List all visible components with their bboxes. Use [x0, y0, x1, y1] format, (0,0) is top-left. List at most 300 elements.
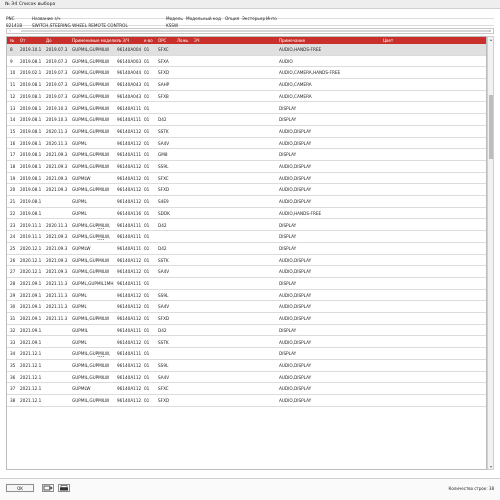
cell-models: GUPMIL,GUPMILW [72, 128, 110, 134]
cell-no: 18 [10, 164, 16, 169]
col-header-note[interactable]: Примечание [279, 38, 306, 43]
cell-note: DISPLAY [279, 234, 297, 240]
cell-models: GUPML [72, 140, 87, 146]
cell-from: 2020.12.1 [20, 245, 42, 251]
cell-to: 2019.07.3 [46, 82, 68, 88]
cell-to: 2021.11.3 [46, 281, 68, 286]
cell-opc: SS9L [158, 164, 169, 169]
cell-no: 27 [10, 269, 16, 275]
cell-qty: 01 [144, 327, 150, 333]
table-row[interactable] [7, 220, 486, 232]
table-row[interactable] [7, 372, 486, 384]
col-header-ext[interactable]: Ложь [177, 38, 189, 43]
scroll-up-icon[interactable]: ▴ [489, 37, 492, 42]
cell-from: 2021.12.1 [20, 374, 42, 380]
table-row[interactable] [7, 337, 486, 349]
cell-models: GUPMIL,GUPMILW [72, 187, 110, 193]
cell-no: 33 [10, 339, 16, 345]
cell-qty: 01 [144, 93, 150, 99]
cell-from: 2020.12.1 [20, 257, 42, 263]
cell-opc: SFXD [158, 70, 170, 76]
cell-part-no: 96140A111 [117, 222, 142, 228]
cell-note: DISPLAY [279, 222, 297, 228]
export-icon [43, 485, 53, 491]
cell-qty: 01 [144, 222, 150, 228]
cell-part-no: 96140A111 [117, 117, 142, 123]
cell-no: 9 [10, 58, 13, 64]
pnc-labels-row [6, 13, 494, 19]
table-row[interactable] [7, 103, 486, 115]
cell-models: GUPMIL,GUPMILW [72, 257, 110, 263]
cell-no: 15 [10, 128, 16, 134]
cell-note: AUDIO,DISPLAY [279, 128, 312, 134]
cell-opc: SA4V [158, 304, 170, 310]
cell-no: 23 [10, 222, 16, 228]
col-header-color[interactable]: Цвет [383, 38, 394, 43]
cell-no: 19 [10, 175, 16, 181]
cell-qty: 01 [144, 316, 150, 322]
table-row[interactable] [7, 114, 486, 126]
cell-note: AUDIO,DISPLAY [279, 374, 312, 380]
table-row[interactable] [7, 383, 486, 395]
cell-part-no: 96140A112 [117, 140, 142, 146]
cell-note: AUDIO,DISPLAY [279, 292, 312, 298]
bottom-bar [0, 478, 500, 500]
cell-models: GUPML,GUPMIL1MH [72, 281, 114, 286]
cell-qty: 01 [144, 199, 150, 205]
scroll-down-icon[interactable]: ▾ [489, 464, 492, 469]
cell-note: AUDIO,HANDS-FREE [279, 47, 322, 52]
cell-no: 8 [10, 47, 13, 52]
cell-from: 2019.08.1 [20, 117, 42, 123]
cell-note: AUDIO,CAMERA,HANDS-FREE [279, 70, 341, 76]
parts-table [6, 36, 487, 470]
cell-models: GUPMIL,GUPMILW [72, 152, 110, 158]
cell-part-no: 96140A111 [117, 281, 142, 286]
cell-to: 2021.09.3 [46, 245, 68, 251]
cell-note: DISPLAY [279, 117, 297, 123]
cell-qty: 01 [144, 398, 150, 403]
cell-opc: SA4V [158, 374, 170, 380]
cell-models: GUPMIL,GUPMILW [72, 362, 110, 368]
cell-from: 2021.09.1 [20, 327, 42, 333]
pnc-label-pnc: PNC [6, 16, 15, 21]
cell-no: 13 [10, 105, 16, 111]
table-row[interactable] [7, 301, 486, 313]
table-row[interactable] [7, 266, 486, 278]
cell-note: AUDIO,DISPLAY [279, 316, 312, 322]
cell-no: 37 [10, 386, 16, 392]
cell-part-no: 96140A112 [117, 128, 142, 134]
cell-no: 31 [10, 316, 16, 322]
cell-models: GUPMIL,GUPMILW [72, 70, 110, 76]
cell-opc: SA4V [158, 269, 170, 275]
cell-no: 20 [10, 187, 16, 193]
cell-opc: SA4V [158, 140, 170, 146]
cell-models: GUPML [72, 292, 87, 298]
cell-opc: SDDK [158, 210, 170, 216]
cell-models: GUPMIL,GUPMILW, [72, 234, 111, 240]
cell-note: DISPLAY [279, 281, 297, 286]
cell-from: 2019.08.1 [20, 164, 42, 169]
table-row[interactable] [7, 196, 486, 208]
cell-opc: SFXC [158, 47, 169, 52]
table-row[interactable] [7, 290, 486, 302]
cell-no: 34 [10, 351, 16, 357]
cell-models: GUPMIL,GUPMILW [72, 47, 110, 52]
cell-qty: 01 [144, 187, 150, 193]
cell-qty: 01 [144, 117, 150, 123]
cell-part-no: 96140A111 [117, 351, 142, 357]
cell-no: 17 [10, 152, 16, 158]
cell-no: 35 [10, 362, 16, 368]
table-row[interactable] [7, 138, 486, 150]
cell-part-no: 96140A003 [117, 58, 142, 64]
cell-to: 2019.07.3 [46, 58, 68, 64]
cell-part-no: 96140A112 [117, 292, 142, 298]
table-row[interactable] [7, 208, 486, 220]
pnc-label-part-name: Название з/ч [32, 16, 61, 21]
cell-note: DISPLAY [279, 327, 297, 333]
cell-to: 2021.09.3 [46, 187, 68, 193]
cell-qty: 01 [144, 105, 150, 111]
cell-models: GUPMIL,GUPMILW [72, 105, 110, 111]
cell-no: 25 [10, 245, 16, 251]
cell-part-no: 96140A111 [117, 327, 142, 333]
cell-from: 2021.09.1 [20, 316, 42, 322]
cell-part-no: 96140A112 [117, 362, 142, 368]
cell-from: 2021.12.1 [20, 351, 42, 357]
pnc-label-option: Опция [225, 16, 240, 21]
cell-note: AUDIO,CAMERA [279, 82, 312, 88]
cell-no: 24 [10, 234, 16, 240]
cell-to: 2021.09.3 [46, 152, 68, 158]
table-row[interactable] [7, 395, 486, 407]
cell-from: 2019.08.1 [20, 58, 42, 64]
scroll-left-icon[interactable]: ‹ [9, 28, 11, 33]
cell-to: 2021.11.3 [46, 304, 68, 310]
cell-note: AUDIO,DISPLAY [279, 199, 312, 205]
horizontal-scrollbar[interactable] [6, 28, 494, 34]
cell-qty: 01 [144, 245, 150, 251]
cell-models: GUPMIL,GUPMILW [72, 93, 110, 99]
cell-qty: 01 [144, 362, 150, 368]
cell-note: AUDIO,DISPLAY [279, 269, 312, 275]
table-row[interactable] [7, 325, 486, 337]
cell-note: DISPLAY [279, 105, 297, 111]
cell-from: 2021.12.1 [20, 362, 42, 368]
cell-note: AUDIO,DISPLAY [279, 175, 312, 181]
table-header [7, 37, 486, 44]
cell-from: 2019.08.1 [20, 152, 42, 158]
cell-no: 12 [10, 93, 16, 99]
cell-from: 2019.10.1 [20, 47, 42, 52]
cell-to: 2019.07.3 [46, 93, 68, 99]
cell-models: GUPMIL,GUPMILW [72, 58, 110, 64]
cell-models: GUPML [72, 199, 87, 205]
scroll-right-icon[interactable]: › [489, 28, 491, 33]
cell-note: AUDIO,DISPLAY [279, 257, 312, 263]
window-titlebar [0, 0, 500, 9]
cell-qty: 01 [144, 58, 150, 64]
cell-no: 36 [10, 374, 16, 380]
cell-qty: 01 [144, 128, 150, 134]
cell-from: 2021.09.1 [20, 339, 42, 345]
cell-opc: SFXC [158, 175, 169, 181]
pnc-values-row [6, 20, 494, 26]
cell-note: DISPLAY [279, 152, 297, 158]
cell-part-no: 96140A043 [117, 82, 142, 88]
cell-no: 11 [10, 82, 16, 88]
table-row[interactable] [7, 255, 486, 267]
cell-qty: 01 [144, 269, 150, 275]
cell-part-no: 96140A044 [117, 70, 142, 76]
cell-models: GUPMLW [72, 245, 91, 251]
cell-from: 2019.08.1 [20, 140, 42, 146]
table-row[interactable] [7, 278, 486, 290]
cell-opc: SSTK [158, 257, 169, 263]
cell-from: 2019.08.1 [20, 187, 42, 193]
cell-from: 2021.09.1 [20, 304, 42, 310]
cell-qty: 01 [144, 281, 150, 286]
cell-qty: 01 [144, 257, 150, 263]
cell-qty: 01 [144, 47, 150, 52]
cell-models: GUPMLW [72, 386, 91, 392]
col-header-part-no[interactable]: № З/Ч [117, 38, 130, 43]
cell-opc: SFXD [158, 316, 170, 322]
pnc-label-interior: Инто [266, 16, 277, 21]
pnc-header [6, 13, 494, 29]
pnc-label-model-code: Модельный код [186, 16, 221, 21]
cell-part-no: 96140A111 [117, 152, 142, 158]
cell-from: 2019.08.1 [20, 105, 42, 111]
pnc-label-model: Модель [166, 16, 183, 21]
table-row[interactable] [7, 360, 486, 372]
cell-opc: SSTK [158, 339, 169, 345]
cell-part-no: 96140A112 [117, 386, 142, 392]
cell-opc: SFXC [158, 386, 169, 392]
cell-part-no: 96140A116 [117, 210, 142, 216]
table-row[interactable] [7, 126, 486, 138]
cell-models: GUPMIL,GUPMILW [72, 316, 110, 322]
cell-opc: D42 [158, 222, 167, 228]
cell-no: 21 [10, 199, 16, 205]
cell-note: AUDIO,DISPLAY [279, 362, 312, 368]
cell-opc: SFXA [158, 58, 169, 64]
cell-from: 2019.08.1 [20, 175, 42, 181]
table-row[interactable] [7, 231, 486, 243]
cell-from: 2019.08.1 [20, 128, 42, 134]
pnc-value-code: 82141B [6, 23, 23, 28]
cell-to: 2021.11.3 [46, 316, 68, 322]
cell-qty: 01 [144, 374, 150, 380]
cell-no: 22 [10, 210, 16, 216]
cell-part-no: 96140A112 [117, 175, 142, 181]
cell-models: GUPML [72, 304, 87, 310]
cell-no: 32 [10, 327, 16, 333]
col-header-to[interactable]: До [46, 38, 52, 43]
cell-qty: 01 [144, 386, 150, 392]
more-indicator[interactable]: •••• [97, 238, 105, 243]
cell-opc: SS9L [158, 292, 169, 298]
cell-qty: 01 [144, 70, 150, 76]
cell-note: AUDIO,DISPLAY [279, 164, 312, 169]
cell-from: 2021.09.1 [20, 281, 42, 286]
cell-models: GUPMIL,GUPMILW, [72, 351, 111, 357]
table-row[interactable] [7, 91, 486, 103]
cell-part-no: 96140A112 [117, 199, 142, 205]
col-header-models[interactable]: Применимые модели [72, 38, 117, 43]
cell-note: AUDIO,DISPLAY [279, 140, 312, 146]
table-row[interactable] [7, 348, 486, 360]
cell-qty: 01 [144, 175, 150, 181]
cell-models: GUPMIL,GUPMILW [72, 117, 110, 123]
cell-qty: 01 [144, 164, 150, 169]
cell-from: 2021.12.1 [20, 398, 42, 403]
table-row[interactable] [7, 79, 486, 91]
cell-models: GUPMLW [72, 175, 91, 181]
cell-qty: 01 [144, 292, 150, 298]
pnc-label-exterior: Экстерьер [242, 16, 266, 21]
cell-opc: D42 [158, 245, 167, 251]
cell-models: GUPMIL,GUPMILW [72, 164, 110, 169]
cell-qty: 01 [144, 304, 150, 310]
cell-to: 2020.11.3 [46, 222, 68, 228]
more-indicator[interactable]: •••• [97, 355, 105, 360]
cell-from: 2019.11.1 [20, 234, 42, 240]
cell-part-no: 96140A111 [117, 234, 142, 240]
cell-opc: SAHP [158, 82, 170, 88]
cell-to: 2019.10.3 [46, 105, 68, 111]
cell-models: GUPMIL [72, 327, 89, 333]
cell-note: AUDIO,DISPLAY [279, 304, 312, 310]
cell-opc: SFXD [158, 187, 170, 193]
cell-from: 2021.12.1 [20, 386, 42, 392]
col-header-qty[interactable]: к-во [144, 38, 153, 43]
cell-models: GUPML [72, 339, 87, 345]
table-row[interactable] [7, 243, 486, 255]
cell-part-no: 96140A112 [117, 374, 142, 380]
cell-opc: SS9L [158, 362, 169, 368]
cell-models: GUPMIL,GUPMILW [72, 398, 110, 403]
cell-qty: 01 [144, 339, 150, 345]
cell-part-no: 96140A004 [117, 47, 142, 52]
cell-no: 10 [10, 70, 16, 76]
cell-from: 2020.12.1 [20, 269, 42, 275]
cell-qty: 01 [144, 351, 150, 357]
pnc-value-part-name: SWITCH,STEERING WHEEL REMOTE CONTROL [32, 23, 128, 28]
cell-to: 2021.11.3 [46, 292, 68, 298]
cell-part-no: 96140A112 [117, 304, 142, 310]
col-header-opc[interactable]: ОРС [158, 38, 167, 43]
cell-no: 30 [10, 304, 16, 310]
cell-opc: SFXB [158, 93, 169, 99]
cell-part-no: 96140A111 [117, 105, 142, 111]
cell-no: 29 [10, 292, 16, 298]
cell-note: AUDIO,DISPLAY [279, 398, 312, 403]
cell-no: 16 [10, 140, 16, 146]
cell-from: 2019.08.1 [20, 93, 42, 99]
cell-no: 28 [10, 281, 16, 286]
table-row[interactable] [7, 56, 486, 68]
cell-to: 2019.07.3 [46, 70, 68, 76]
cell-part-no: 96140A112 [117, 316, 142, 322]
export-button[interactable] [42, 484, 54, 492]
cell-to: 2021.09.3 [46, 164, 68, 169]
row-count: Количество строк: 38 [448, 486, 494, 491]
table-row[interactable] [7, 67, 486, 79]
cell-opc: GM8 [158, 152, 168, 158]
cell-part-no: 96140A043 [117, 93, 142, 99]
cell-opc: SFXD [158, 398, 170, 403]
pnc-value-model: KSSW [166, 23, 179, 28]
horizontal-scroll-thumb[interactable] [21, 30, 491, 32]
cell-from: 2019.08.1 [20, 210, 42, 216]
col-header-from[interactable]: От [20, 38, 26, 43]
table-row[interactable] [7, 173, 486, 185]
cell-no: 14 [10, 117, 16, 123]
table-row[interactable] [7, 149, 486, 161]
vertical-scroll-thumb[interactable] [489, 95, 493, 159]
cell-qty: 01 [144, 234, 150, 240]
cell-models: GUPMIL,GUPMILW [72, 82, 110, 88]
cell-from: 2021.09.1 [20, 292, 42, 298]
cell-models: GUPMIL,GUPMILW [72, 374, 110, 380]
cell-opc: SSTK [158, 128, 169, 134]
col-header-no[interactable]: № [10, 38, 15, 43]
cell-opc: S4E9 [158, 199, 169, 205]
cell-no: 26 [10, 257, 16, 263]
cell-models: GUPMIL,GUPMILW, [72, 222, 111, 228]
cell-note: AUDIO,DISPLAY [279, 187, 312, 193]
cell-to: 2021.09.3 [46, 257, 68, 263]
vertical-scrollbar[interactable] [487, 36, 494, 470]
ok-button[interactable]: OK [6, 484, 34, 492]
cell-to: 2020.11.3 [46, 128, 68, 134]
cell-note: AUDIO,CAMERA [279, 93, 312, 99]
print-button[interactable] [58, 484, 70, 492]
table-row[interactable] [7, 44, 486, 56]
table-row[interactable] [7, 313, 486, 325]
cell-to: 2020.11.3 [46, 140, 68, 146]
cell-note: AUDIO,HANDS-FREE [279, 210, 322, 216]
cell-note: DISPLAY [279, 245, 297, 251]
cell-part-no: 96140A111 [117, 245, 142, 251]
cell-no: 38 [10, 398, 16, 403]
cell-qty: 01 [144, 140, 150, 146]
more-indicator[interactable]: •••• [97, 226, 105, 231]
col-header-int[interactable]: ЭЧ [194, 38, 200, 43]
cell-from: 2019.08.1 [20, 82, 42, 88]
cell-part-no: 96140A112 [117, 269, 142, 275]
cell-from: 2019.08.1 [20, 199, 42, 205]
table-row[interactable] [7, 184, 486, 196]
cell-part-no: 96140A112 [117, 164, 142, 169]
cell-to: 2021.09.3 [46, 269, 68, 275]
cell-models: GUPML [72, 210, 87, 216]
cell-note: AUDIO,DISPLAY [279, 386, 312, 392]
cell-to: 2019.07.3 [46, 47, 68, 52]
cell-to: 2021.09.3 [46, 234, 68, 240]
window-title: № Э4 Список выбора [5, 2, 56, 7]
table-row[interactable] [7, 161, 486, 173]
cell-opc: D42 [158, 117, 167, 123]
cell-part-no: 96140A112 [117, 398, 142, 403]
cell-opc: D42 [158, 327, 167, 333]
cell-to: 2019.10.3 [46, 117, 68, 123]
cell-models: GUPMIL,GUPMILW [72, 269, 110, 275]
cell-qty: 01 [144, 82, 150, 88]
